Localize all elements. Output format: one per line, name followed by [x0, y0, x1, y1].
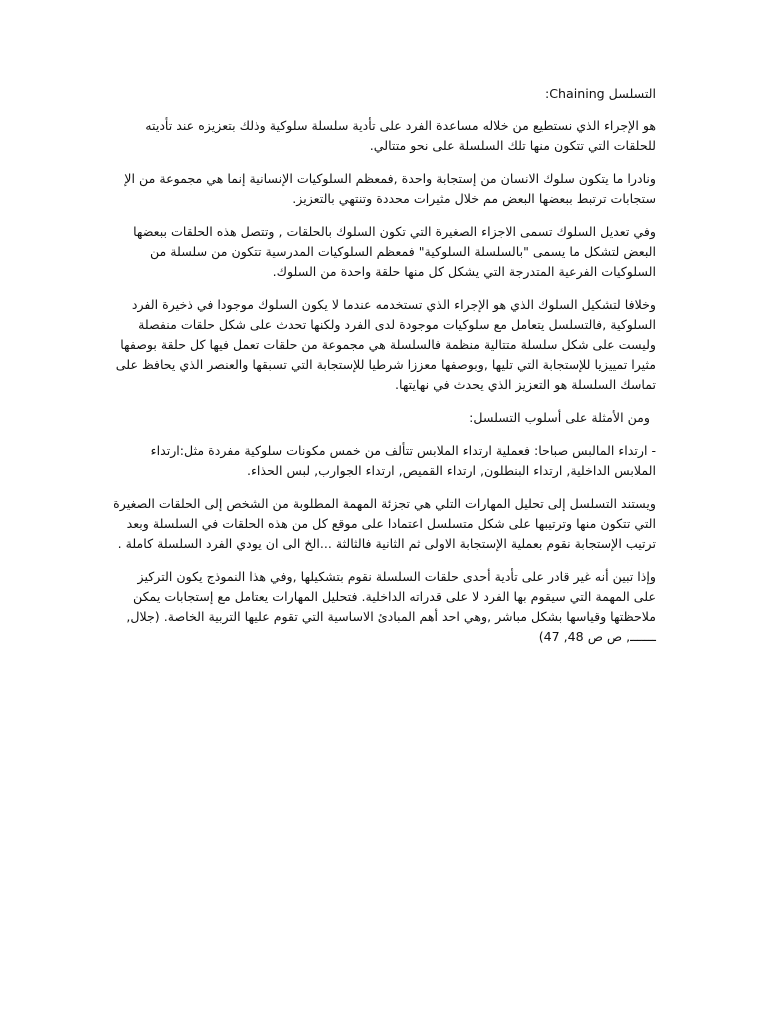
dressing-example-paragraph: - ارتداء المالبس صباحا: فعملية ارتداء الملابس تتألف من خمس مكونات سلوكية مفردة مثل:ارتداء الملابس الداخلية, ارتداء البنطلون, ارتداء القميص, ارتداء الجوارب, لبس الحذاء. — [150, 443, 656, 478]
conclusion-citation-paragraph: وإذا تبين أنه غير قادر على تأدية أحدى حلقات السلسلة نقوم بتشكيلها ,وفي هذا النموذج يكون التركيز على المهمة التي سيقوم بها الفرد لا على قدراته الداخلية. فتحليل المهارات يعتامل مع إستجابات يمكن ملاحظتها وقياسها بشكل مباشر ,وهي احد أهم المبادئ الاساسية التي تقوم عليها التربية الخاصة. (جلال, ـــــــ, ص ص 48, 47) — [126, 569, 656, 644]
behavior-responses-paragraph: ونادرا ما يتكون سلوك الانسان من إستجابة واحدة ,فمعظم السلوكيات الإنسانية إنما هي مجموعة من الإ ستجابات ترتبط ببعضها البعض مم خلال مثيرات محددة وتنتهي بالتعزيز. — [124, 171, 656, 206]
definition-paragraph: هو الإجراء الذي نستطيع من خلاله مساعدة الفرد على تأدية سلسلة سلوكية وذلك بتعزيزه عند تأديته للحلقات التي تتكون منها تلك السلسلة على نحو متتالي. — [145, 118, 656, 153]
examples-heading: ومن الأمثلة على أسلوب التسلسل: — [469, 410, 650, 425]
section-title: التسلسل Chaining: — [544, 86, 656, 101]
task-analysis-paragraph: ويستند التسلسل إلى تحليل المهارات التلي هي تجزئة المهمة المطلوبة من الشخص إلى الحلقات الصغيرة التي تتكون منها وترتيبها على شكل متسلسل اعتمادا على موقع كل من هذه الحلقات في السلسلة وبعد ترتيب الإستجابة نقوم بعملية الإستجابة الاولى ثم الثانية فالثالثة ...الخ الى ان يودي الفرد السلسلة كاملة . — [113, 496, 656, 551]
shaping-vs-chaining-paragraph: وخلافا لتشكيل السلوك الذي هو الإجراء الذي تستخدمه عندما لا يكون السلوك موجودا في ذخيرة الفرد السلوكية ,فالتسلسل يتعامل مع سلوكيات موجودة لدى الفرد ولكنها تحدث على شكل حلقات منفصلة وليست على شكل سلسلة متتالية منظمة فالسلسلة هي مجموعة من حلقات تعمل فيها كل حلقة بوصفها مثيرا تمييزيا للإستجابة التي تليها ,وبوصفها معززا شرطيا للإستجابة التي تسبقها والعنصر الذي يحافظ على تماسك السلسلة هو التعزيز الذي يحدث في نهايتها. — [115, 297, 656, 392]
document-page — [112, 84, 656, 660]
behavior-links-paragraph: وفي تعديل السلوك تسمى الاجزاء الصغيرة التي تكون السلوك بالحلقات , وتتصل هذه الحلقات ببعضها البعض لتشكل ما يسمى "بالسلسلة السلوكية" فمعظم السلوكيات المدرسية تتكون من سلسلة من السلوكيات الفرعية المتدرجة التي يشكل كل منها حلقة واحدة من السلوك. — [133, 224, 656, 279]
